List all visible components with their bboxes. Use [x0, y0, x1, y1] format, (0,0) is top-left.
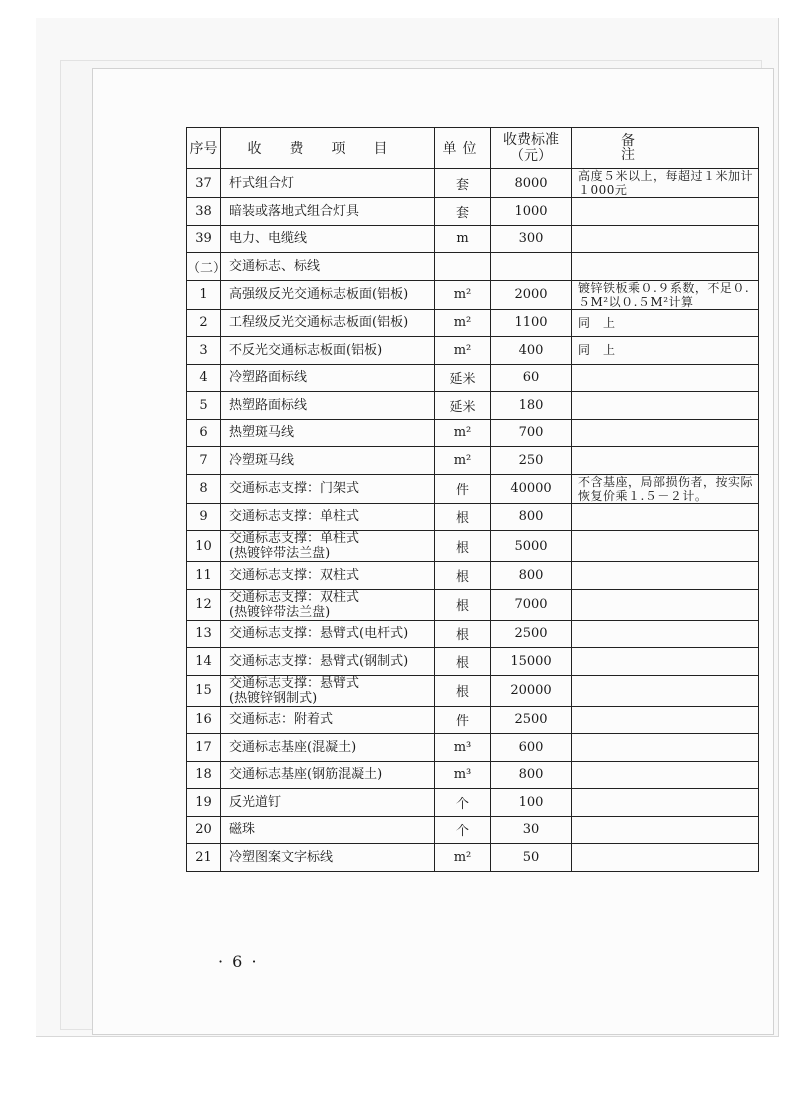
table-row: [187, 706, 759, 734]
row-note: [572, 844, 759, 872]
row-note-text: 同 上: [578, 315, 616, 330]
row-unit: m²: [435, 280, 491, 309]
row-unit: m²: [435, 337, 491, 365]
header-no: 序号: [187, 128, 221, 169]
row-note: [572, 761, 759, 789]
row-unit: 根: [435, 503, 491, 531]
header-note: 备注: [572, 128, 759, 169]
table-row: [187, 816, 759, 844]
row-no: 21: [187, 844, 221, 872]
fee-table: [186, 127, 759, 872]
row-unit: m³: [435, 761, 491, 789]
row-item-text: 反光道钉: [229, 794, 282, 810]
table-row: [187, 253, 759, 281]
row-item: [221, 503, 435, 531]
row-item-text: 交通标志支撑：悬臂式(钢制式): [229, 653, 409, 669]
row-note: [572, 169, 759, 198]
row-item: [221, 309, 435, 337]
page-number: · 6 ·: [218, 952, 259, 971]
row-unit: m²: [435, 844, 491, 872]
row-unit: 根: [435, 589, 491, 620]
row-note: [572, 706, 759, 734]
row-no: 4: [187, 364, 221, 392]
table-row: [187, 198, 759, 226]
row-unit: 根: [435, 531, 491, 562]
row-fee: 50: [491, 844, 572, 872]
row-note: [572, 419, 759, 447]
row-no: 37: [187, 169, 221, 198]
table-row: [187, 169, 759, 198]
row-fee: 7000: [491, 589, 572, 620]
row-fee: 100: [491, 789, 572, 817]
row-fee: 300: [491, 225, 572, 253]
table-row: [187, 734, 759, 762]
row-no: 10: [187, 531, 221, 562]
row-item-text: 交通标志：附着式: [229, 712, 334, 728]
row-item: [221, 392, 435, 420]
row-item: [221, 447, 435, 475]
table-header-row: [187, 128, 759, 169]
row-item: [221, 280, 435, 309]
row-no: （二）: [187, 253, 221, 281]
row-note: [572, 675, 759, 706]
row-no: 38: [187, 198, 221, 226]
row-item: [221, 675, 435, 706]
row-unit: 根: [435, 675, 491, 706]
table-row: [187, 364, 759, 392]
row-item: [221, 648, 435, 676]
row-item: [221, 225, 435, 253]
row-note: [572, 309, 759, 337]
row-note: [572, 503, 759, 531]
table-row: [187, 761, 759, 789]
row-item-text: 冷塑图案文字标线: [229, 849, 334, 865]
row-item-text: 交通标志支撑：悬臂式(电杆式): [229, 626, 409, 642]
row-item-text: 交通标志支撑：门架式: [229, 481, 360, 496]
row-note: [572, 447, 759, 475]
row-fee: 30: [491, 816, 572, 844]
row-unit: 延米: [435, 392, 491, 420]
row-item-text: 冷塑路面标线: [229, 370, 308, 386]
table-row: [187, 620, 759, 648]
row-fee: 600: [491, 734, 572, 762]
row-item-text: 交通标志支撑：双柱式: [229, 567, 360, 583]
table-row: [187, 474, 759, 503]
row-unit: 件: [435, 706, 491, 734]
row-fee: 800: [491, 503, 572, 531]
row-unit: 根: [435, 648, 491, 676]
row-item-text: 交通标志基座(混凝土): [229, 739, 357, 755]
table-row: [187, 503, 759, 531]
row-fee: 60: [491, 364, 572, 392]
row-item: [221, 198, 435, 226]
row-no: 9: [187, 503, 221, 531]
table-row: [187, 648, 759, 676]
table-row: [187, 337, 759, 365]
row-fee: 400: [491, 337, 572, 365]
row-item-text: 电力、电缆线: [229, 231, 308, 247]
row-fee: 40000: [491, 474, 572, 503]
row-no: 6: [187, 419, 221, 447]
row-no: 39: [187, 225, 221, 253]
row-unit: 件: [435, 474, 491, 503]
row-unit: m²: [435, 447, 491, 475]
row-note: [572, 280, 759, 309]
row-fee: 700: [491, 419, 572, 447]
row-item: [221, 789, 435, 817]
row-note: [572, 589, 759, 620]
row-unit: 根: [435, 620, 491, 648]
row-item-text: 热塑斑马线: [229, 425, 295, 441]
row-note: [572, 392, 759, 420]
row-no: 17: [187, 734, 221, 762]
row-item: [221, 474, 435, 503]
table-row: [187, 419, 759, 447]
table-body: [187, 169, 759, 872]
row-item-text: 交通标志支撑：单柱式: [229, 509, 360, 525]
row-note: [572, 337, 759, 365]
row-item-text: 杆式组合灯: [229, 175, 295, 191]
row-item-text: 热塑路面标线: [229, 397, 308, 413]
row-item: [221, 364, 435, 392]
row-unit: 套: [435, 169, 491, 198]
row-fee: 1100: [491, 309, 572, 337]
row-no: 2: [187, 309, 221, 337]
table-row: [187, 675, 759, 706]
row-note: [572, 531, 759, 562]
row-fee: 8000: [491, 169, 572, 198]
row-no: 1: [187, 280, 221, 309]
row-item: [221, 337, 435, 365]
header-fee: 收费标准 （元）: [491, 128, 572, 169]
row-no: 13: [187, 620, 221, 648]
row-note: [572, 562, 759, 590]
row-fee: 2500: [491, 620, 572, 648]
table-row: [187, 589, 759, 620]
row-unit: m²: [435, 419, 491, 447]
row-item: [221, 844, 435, 872]
row-fee: 20000: [491, 675, 572, 706]
row-unit: 根: [435, 562, 491, 590]
row-unit: [435, 253, 491, 281]
row-item-text: 高强级反光交通标志板面(铝板): [229, 287, 409, 302]
row-note: [572, 648, 759, 676]
row-no: 20: [187, 816, 221, 844]
row-item: [221, 419, 435, 447]
row-no: 7: [187, 447, 221, 475]
row-item: [221, 761, 435, 789]
row-item-text: 暗装或落地式组合灯具: [229, 203, 360, 219]
row-fee: 5000: [491, 531, 572, 562]
row-item-text: 不反光交通标志板面(铝板): [229, 342, 383, 358]
row-item-text: 交通标志基座(钢筋混凝土): [229, 767, 383, 783]
row-item-text: 交通标志支撑：双柱式 (热镀锌带法兰盘): [229, 589, 360, 620]
row-unit: m³: [435, 734, 491, 762]
row-no: 8: [187, 474, 221, 503]
row-fee: 1000: [491, 198, 572, 226]
table-row: [187, 562, 759, 590]
table-row: [187, 280, 759, 309]
row-fee: 800: [491, 761, 572, 789]
row-item-text: 交通标志支撑：悬臂式 (热镀锌钢制式): [229, 675, 360, 706]
row-item: [221, 706, 435, 734]
row-item-text: 冷塑斑马线: [229, 452, 295, 468]
row-item-text: 交通标志、标线: [229, 258, 321, 274]
row-no: 14: [187, 648, 221, 676]
header-item: 收费项目: [221, 128, 435, 169]
row-item-text: 工程级反光交通标志板面(铝板): [229, 315, 409, 331]
table-row: [187, 844, 759, 872]
row-note: [572, 364, 759, 392]
row-fee: 15000: [491, 648, 572, 676]
row-no: 5: [187, 392, 221, 420]
table-row: [187, 531, 759, 562]
row-item-text: 交通标志支撑：单柱式 (热镀锌带法兰盘): [229, 531, 360, 561]
row-fee: 250: [491, 447, 572, 475]
row-note: [572, 816, 759, 844]
row-no: 18: [187, 761, 221, 789]
row-note: [572, 620, 759, 648]
row-note: [572, 198, 759, 226]
row-no: 16: [187, 706, 221, 734]
table-row: [187, 309, 759, 337]
row-unit: 个: [435, 816, 491, 844]
row-item: [221, 169, 435, 198]
row-unit: 个: [435, 789, 491, 817]
row-fee: 2000: [491, 280, 572, 309]
row-note: [572, 474, 759, 503]
row-unit: 套: [435, 198, 491, 226]
row-no: 15: [187, 675, 221, 706]
row-unit: m: [435, 225, 491, 253]
row-no: 11: [187, 562, 221, 590]
row-note: [572, 734, 759, 762]
row-unit: m²: [435, 309, 491, 337]
row-item: [221, 562, 435, 590]
table-row: [187, 225, 759, 253]
row-item: [221, 816, 435, 844]
table-row: [187, 447, 759, 475]
row-item: [221, 589, 435, 620]
row-fee: 2500: [491, 706, 572, 734]
row-no: 19: [187, 789, 221, 817]
row-fee: 800: [491, 562, 572, 590]
row-note: [572, 225, 759, 253]
row-item: [221, 253, 435, 281]
row-no: 12: [187, 589, 221, 620]
table-row: [187, 392, 759, 420]
row-note-text: 同 上: [578, 343, 616, 358]
row-note-text: 高度５米以上，每超过１米加计１000元: [578, 169, 754, 197]
row-unit: 延米: [435, 364, 491, 392]
row-item: [221, 734, 435, 762]
row-note: [572, 789, 759, 817]
row-note: [572, 253, 759, 281]
row-note-text: 镀锌铁板乘０.９系数，不足０.５M²以０.５M²计算: [578, 280, 750, 309]
row-fee: [491, 253, 572, 281]
row-item: [221, 531, 435, 562]
table-row: [187, 789, 759, 817]
row-item-text: 磁珠: [229, 822, 256, 838]
row-no: 3: [187, 337, 221, 365]
row-fee: 180: [491, 392, 572, 420]
row-item: [221, 620, 435, 648]
row-note-text: 不含基座，局部损伤者，按实际恢复价乘１.５－２计。: [578, 474, 754, 503]
header-unit: 单位: [435, 128, 491, 169]
